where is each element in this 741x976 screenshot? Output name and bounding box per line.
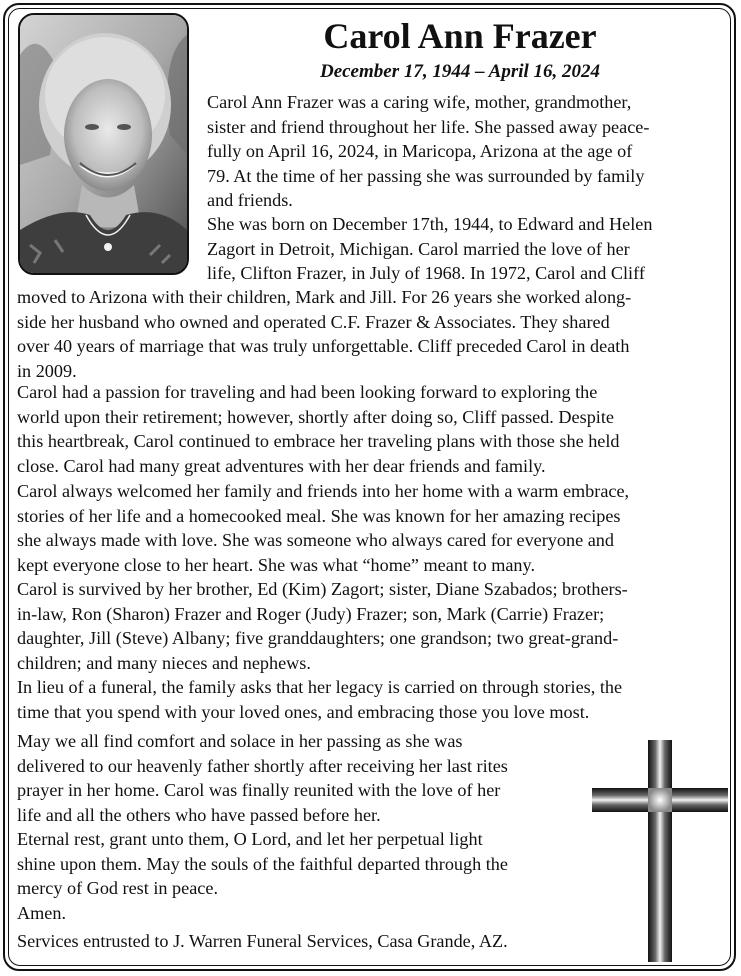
text-line: Carol always welcomed her family and friends into her home with a warm embrace, (17, 481, 630, 501)
text-line: stories of her life and a homecooked meal. She was known for her amazing recipes (17, 505, 621, 526)
text-line: world upon their retirement; however, shortly after doing so, Cliff passed. Despite (17, 406, 614, 427)
text-line: mercy of God rest in peace. (17, 878, 218, 898)
text-line: shine upon them. May the souls of the faithful departed through the (17, 853, 508, 874)
paragraph-4 (17, 479, 629, 577)
cross-icon (592, 740, 728, 962)
text-line: Carol had a passion for traveling and had been looking forward to exploring the (17, 382, 598, 402)
portrait-photo (18, 13, 189, 275)
text-line: kept everyone close to her heart. She was what “home” meant to many. (17, 554, 535, 575)
text-line: time that you spend with your loved ones, and embracing those you love most. (17, 701, 590, 722)
text-line: Zagort in Detroit, Michigan. Carol married the love of her (207, 238, 630, 259)
obituary-name: Carol Ann Frazer (323, 16, 597, 56)
text-line: prayer in her home. Carol was finally reunited with the love of her (17, 780, 501, 800)
text-line: 79. At the time of her passing she was surrounded by family (207, 165, 645, 186)
paragraph-7 (17, 729, 508, 827)
text-line: fully on April 16, 2024, in Maricopa, Arizona at the age of (207, 141, 633, 161)
text-line: Amen. (17, 903, 66, 923)
text-line: moved to Arizona with their children, Mark and Jill. For 26 years she worked along- (17, 287, 632, 307)
paragraph-8 (17, 827, 508, 901)
obituary-dates: December 17, 1944 – April 16, 2024 (319, 61, 601, 82)
text-line: in 2009. (17, 360, 77, 381)
text-line: sister and friend throughout her life. She passed away peace- (207, 116, 650, 137)
text-line: life, Clifton Frazer, in July of 1968. In 1972, Carol and Cliff (207, 263, 645, 283)
text-line: Carol is survived by her brother, Ed (Kim) Zagort; sister, Diane Szabados; brothers- (17, 579, 628, 599)
text-line: Services entrusted to J. Warren Funeral Services, Casa Grande, AZ. (17, 931, 508, 951)
text-line: close. Carol had many great adventures with her dear friends and family. (17, 455, 546, 476)
paragraph-services (17, 929, 508, 954)
paragraph-2-bottom (17, 285, 631, 383)
paragraph-3 (17, 380, 620, 478)
text-line: children; and many nieces and nephews. (17, 652, 311, 673)
text-line: Carol Ann Frazer was a caring wife, mother, grandmother, (207, 92, 632, 112)
text-line: in-law, Ron (Sharon) Frazer and Roger (Judy) Frazer; son, Mark (Carrie) Frazer; (17, 603, 605, 624)
text-line: she always made with love. She was someone who always cared for everyone and (17, 530, 614, 550)
text-line: over 40 years of marriage that was truly unforgettable. Cliff preceded Carol in death (17, 336, 630, 356)
paragraph-2-top (207, 212, 652, 286)
text-line: life and all the others who have passed before her. (17, 804, 381, 825)
text-line: She was born on December 17th, 1944, to Edward and Helen (207, 214, 653, 234)
text-line: In lieu of a funeral, the family asks that her legacy is carried on through stories, the (17, 677, 623, 697)
paragraph-1 (207, 90, 649, 213)
paragraph-6 (17, 675, 622, 724)
text-line: and friends. (207, 190, 293, 210)
text-line: side her husband who owned and operated C.F. Frazer & Associates. They shared (17, 311, 610, 332)
paragraph-amen (17, 901, 66, 926)
text-line: May we all find comfort and solace in her passing as she was (17, 731, 463, 751)
text-line: daughter, Jill (Steve) Albany; five granddaughters; one grandson; two great-grand- (17, 628, 619, 648)
paragraph-5 (17, 577, 628, 675)
text-line: delivered to our heavenly father shortly after receiving her last rites (17, 755, 508, 776)
text-line: this heartbreak, Carol continued to embrace her traveling plans with those she held (17, 431, 620, 451)
text-line: Eternal rest, grant unto them, O Lord, and let her perpetual light (17, 829, 483, 849)
